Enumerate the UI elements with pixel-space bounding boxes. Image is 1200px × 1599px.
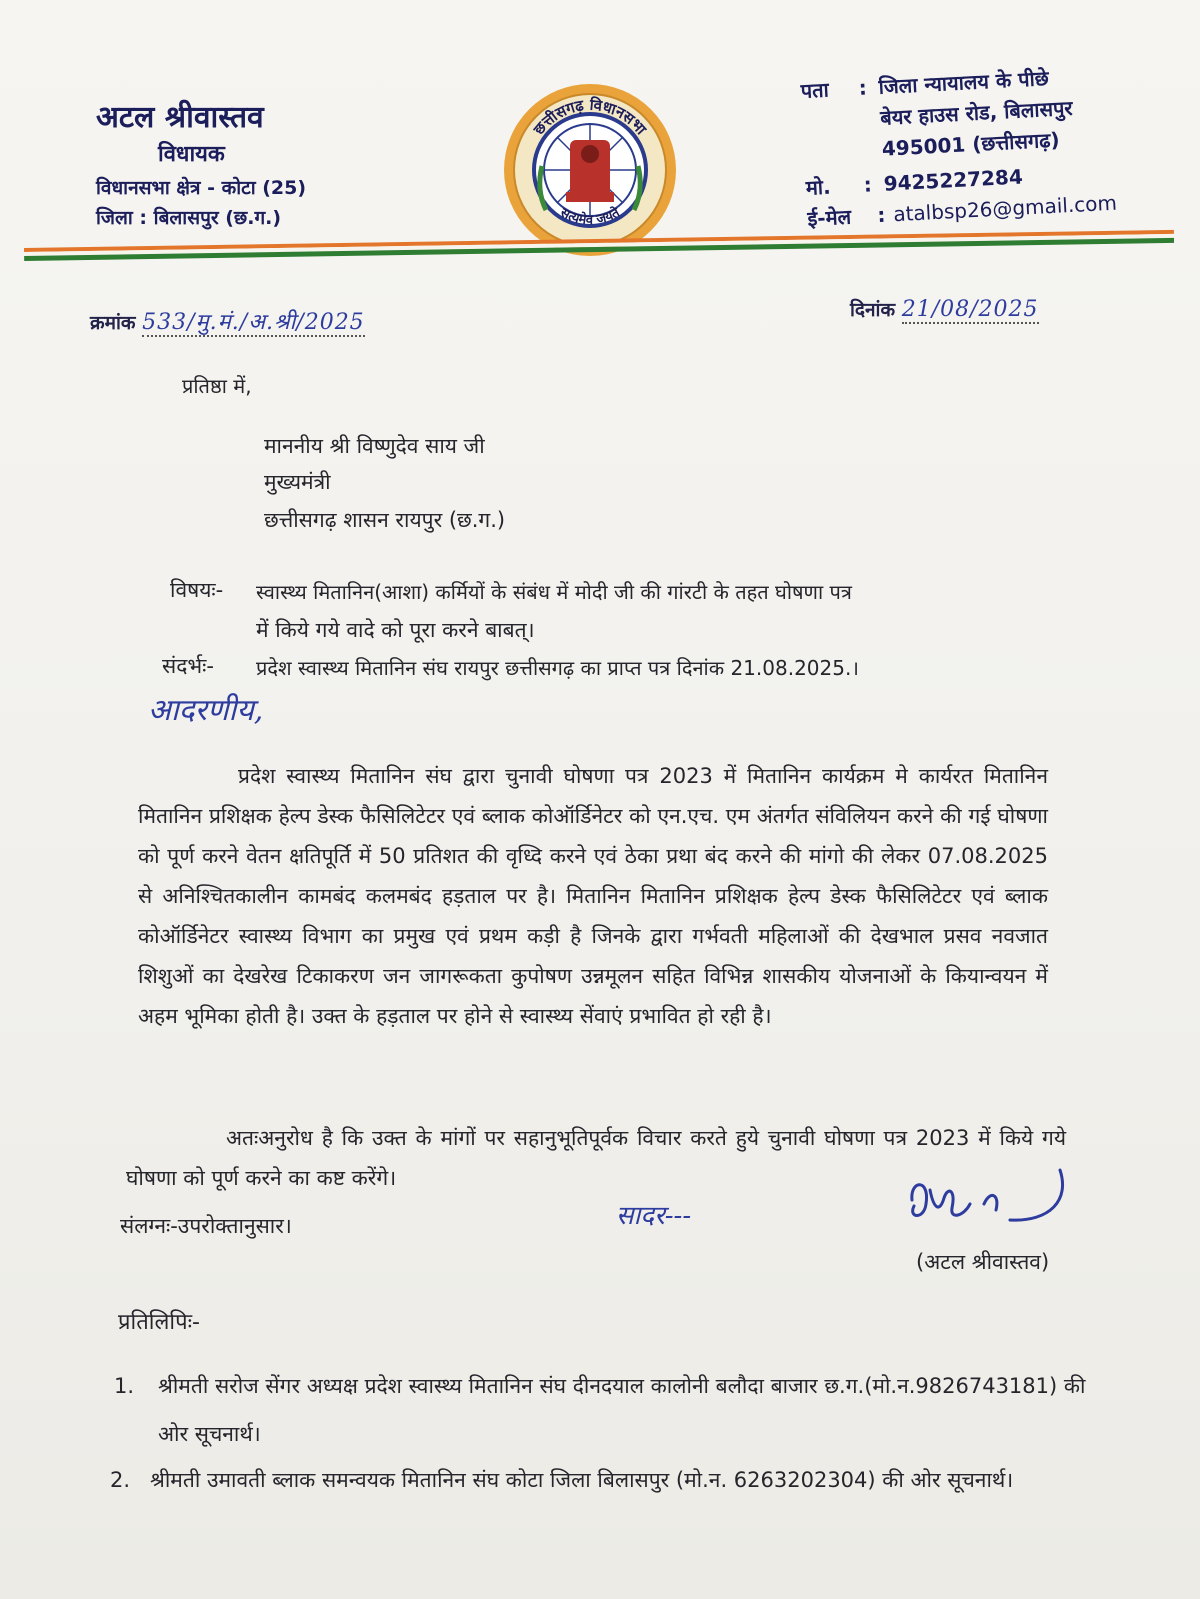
letterhead-left <box>96 100 306 230</box>
salutation: प्रतिष्ठा में, <box>182 374 252 398</box>
email-address: atalbsp26@gmail.com <box>892 190 1118 227</box>
ref-number-handwritten: 533/मु.मं./अ.श्री/2025 <box>142 310 365 335</box>
reference-text: प्रदेश स्वास्थ्य मितानिन संघ रायपुर छत्तीसगढ़ का प्राप्त पत्र दिनांक 21.08.2025.। <box>256 656 859 680</box>
recipient-designation: मुख्यमंत्री <box>264 470 331 494</box>
date-handwritten: 21/08/2025 <box>901 297 1039 322</box>
colon: : <box>858 75 868 100</box>
mla-name: अटल श्रीवास्तव <box>96 100 264 135</box>
ref-label: क्रमांक <box>90 312 136 334</box>
recipient-name: माननीय श्री विष्णुदेव साय जी <box>264 434 485 458</box>
closing-handwritten: सादर--- <box>616 1201 692 1231</box>
signatory-name: (अटल श्रीवास्तव) <box>916 1250 1050 1274</box>
date-label: दिनांक <box>850 299 896 321</box>
signature-icon <box>900 1160 1100 1240</box>
seal-text-bottom: सत्यमेव जयते <box>557 205 623 229</box>
mla-title: विधायक <box>158 142 225 167</box>
address-line1: जिला न्यायालय के पीछे <box>878 66 1050 99</box>
copy-label: प्रतिलिपिः- <box>118 1310 200 1335</box>
seal-text-top: छत्तीसगढ़ विधानसभा <box>529 95 651 139</box>
subject-label: विषयः- <box>170 578 224 602</box>
copy-item-1 <box>114 1362 1088 1458</box>
copy-item-text: श्रीमती सरोज सेंगर अध्यक्ष प्रदेश स्वास्थ्य मितानिन संघ दीनदयाल कालोनी बलौदा बाजार छ.ग.(मो.न.9826743181) की ओर सूचनार्थ। <box>158 1374 1086 1446</box>
enclosure: संलग्नः-उपरोक्तानुसार। <box>120 1214 292 1238</box>
copy-item-2 <box>110 1456 1090 1504</box>
body-paragraph-2: अतःअनुरोध है कि उक्त के मांगों पर सहानुभूतिपूर्वक विचार करते हुये चुनावी घोषणा पत्र 2023 में किये गये घोषणा को पूर्ण करने का कष्ट करेंगे। <box>126 1126 1066 1190</box>
recipient-office: छत्तीसगढ़ शासन रायपुर (छ.ग.) <box>264 508 506 532</box>
colon: : <box>876 202 887 228</box>
constituency: विधानसभा क्षेत्र - कोटा (25) <box>96 177 307 199</box>
assembly-seal-logo <box>500 80 680 260</box>
reference-number <box>90 306 365 336</box>
email-label: ई-मेल <box>806 204 852 231</box>
letter-date <box>850 296 1039 322</box>
subject-line2: में किये गये वादे को पूरा करने बाबत्। <box>256 618 535 642</box>
subject-line1: स्वास्थ्य मितानिन(आशा) कर्मियों के संबंध में मोदी जी की गांरटी के तहत घोषणा पत्र <box>256 580 852 604</box>
greeting-handwritten: आदरणीय, <box>148 693 264 728</box>
mobile-label: मो. <box>805 174 832 200</box>
letterhead-contact <box>800 57 1168 235</box>
body-paragraph-1: प्रदेश स्वास्थ्य मितानिन संघ द्वारा चुनावी घोषणा पत्र 2023 में मितानिन कार्यक्रम मे कार्यरत मितानिन मितानिन प्रशिक्षक हेल्प डेस्क फैसिलिटेटर एवं ब्लाक कोऑर्डिनेटर को एन.एच. एम अंतर्गत संविलियन करने की गई घोषणा को पूर्ण करने वेतन क्षतिपूर्ति में 50 प्रतिशत की वृध्दि करने एवं ठेका प्रथा बंद करने की मांगो की लेकर 07.08.2025 से अनिश्चितकालीन कामबंद कलमबंद हड़ताल पर है। मितानिन मितानिन प्रशिक्षक हेल्प डेस्क फैसिलिटेटर एवं ब्लाक कोऑर्डिनेटर स्वास्थ्य विभाग का प्रमुख एवं प्रथम कड़ी है जिनके द्वारा गर्भवती महिलाओं की देखभाल प्रसव नवजात शिशुओं का देखरेख टिकाकरण जन जागरूकता कुपोषण उन्नमूलन सहित विभिन्न शासकीय योजनाओं के कियान्वयन में अहम भूमिका होती है। उक्त के हड़ताल पर होने से स्वास्थ्य सेंवाएं प्रभावित हो रही है। <box>138 764 1048 1028</box>
district: जिला : बिलासपुर (छ.ग.) <box>96 207 282 229</box>
copy-item-number: 1. <box>114 1374 135 1398</box>
address-line2: बेयर हाउस रोड, बिलासपुर <box>879 95 1074 130</box>
copy-item-text: श्रीमती उमावती ब्लाक समन्वयक मितानिन संघ कोटा जिला बिलासपुर (मो.न. 6263202304) की ओर सूचनार्थ। <box>150 1468 1014 1492</box>
colon: : <box>863 172 873 197</box>
reference-label: संदर्भः- <box>162 654 214 678</box>
address-line3: 495001 (छत्तीसगढ़) <box>881 127 1061 161</box>
copy-item-number: 2. <box>110 1468 131 1492</box>
address-label: पता <box>800 77 830 103</box>
mobile-number: 9425227284 <box>883 164 1024 196</box>
